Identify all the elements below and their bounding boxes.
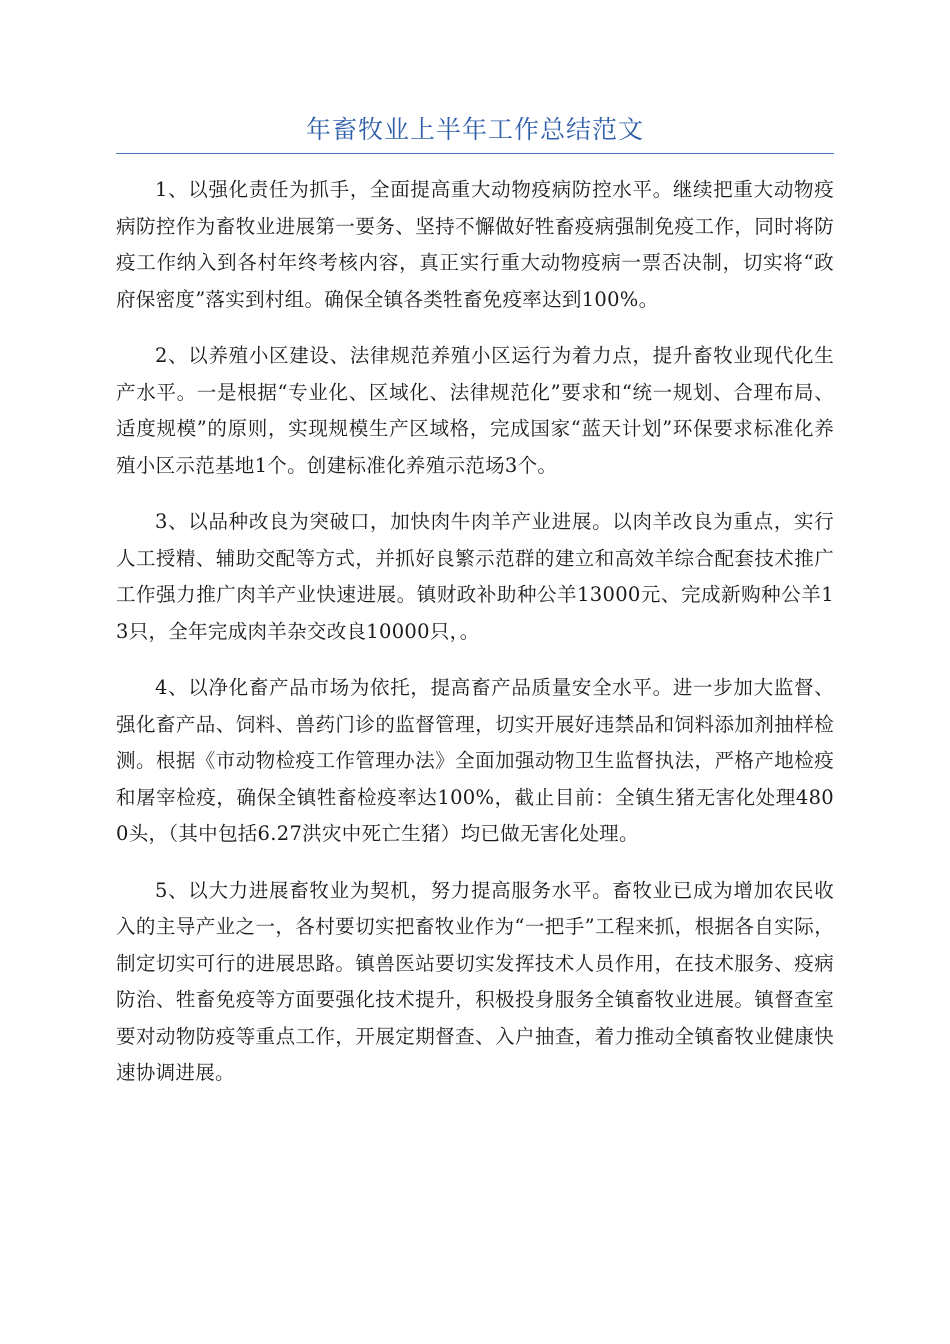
document-body	[116, 172, 834, 1112]
paragraph-4: 4、以净化畜产品市场为依托，提高畜产品质量安全水平。进一步加大监督、强化畜产品、饲料、兽药门诊的监督管理，切实开展好违禁品和饲料添加剂抽样检测。根据《市动物检疫工作管理办法》全面加强动物卫生监督执法，严格产地检疫和屠宰检疫，确保全镇牲畜检疫率达100%，截止目前：全镇生猪无害化处理4800头，（其中包括6.27洪灾中死亡生猪）均已做无害化处理。	[116, 676, 834, 845]
paragraph-1: 1、以强化责任为抓手，全面提高重大动物疫病防控水平。继续把重大动物疫病防控作为畜牧业进展第一要务、坚持不懈做好牲畜疫病强制免疫工作，同时将防疫工作纳入到各村年终考核内容，真正实行重大动物疫病一票否决制，切实将“政府保密度”落实到村组。确保全镇各类牲畜免疫率达到100%。	[116, 178, 834, 311]
document-title: 年畜牧业上半年工作总结范文	[305, 115, 644, 144]
paragraph-5: 5、以大力进展畜牧业为契机，努力提高服务水平。畜牧业已成为增加农民收入的主导产业之一，各村要切实把畜牧业作为“一把手”工程来抓，根据各自实际，制定切实可行的进展思路。镇兽医站要切实发挥技术人员作用，在技术服务、疫病防治、牲畜免疫等方面要强化技术提升，积极投身服务全镇畜牧业进展。镇督查室要对动物防疫等重点工作，开展定期督查、入户抽查，着力推动全镇畜牧业健康快速协调进展。	[116, 878, 834, 1084]
paragraph-2: 2、以养殖小区建设、法律规范养殖小区运行为着力点，提升畜牧业现代化生产水平。一是根据“专业化、区域化、法律规范化”要求和“统一规划、合理布局、适度规模”的原则，实现规模生产区域格，完成国家“蓝天计划”环保要求标准化养殖小区示范基地1个。创建标准化养殖示范场3个。	[116, 344, 834, 477]
paragraph-3: 3、以品种改良为突破口，加快肉牛肉羊产业进展。以肉羊改良为重点，实行人工授精、辅助交配等方式，并抓好良繁示范群的建立和高效羊综合配套技术推广工作强力推广肉羊产业快速进展。镇财政补助种公羊13000元、完成新购种公羊13只，全年完成肉羊杂交改良10000只，。	[116, 510, 834, 643]
title-underline	[116, 153, 834, 154]
